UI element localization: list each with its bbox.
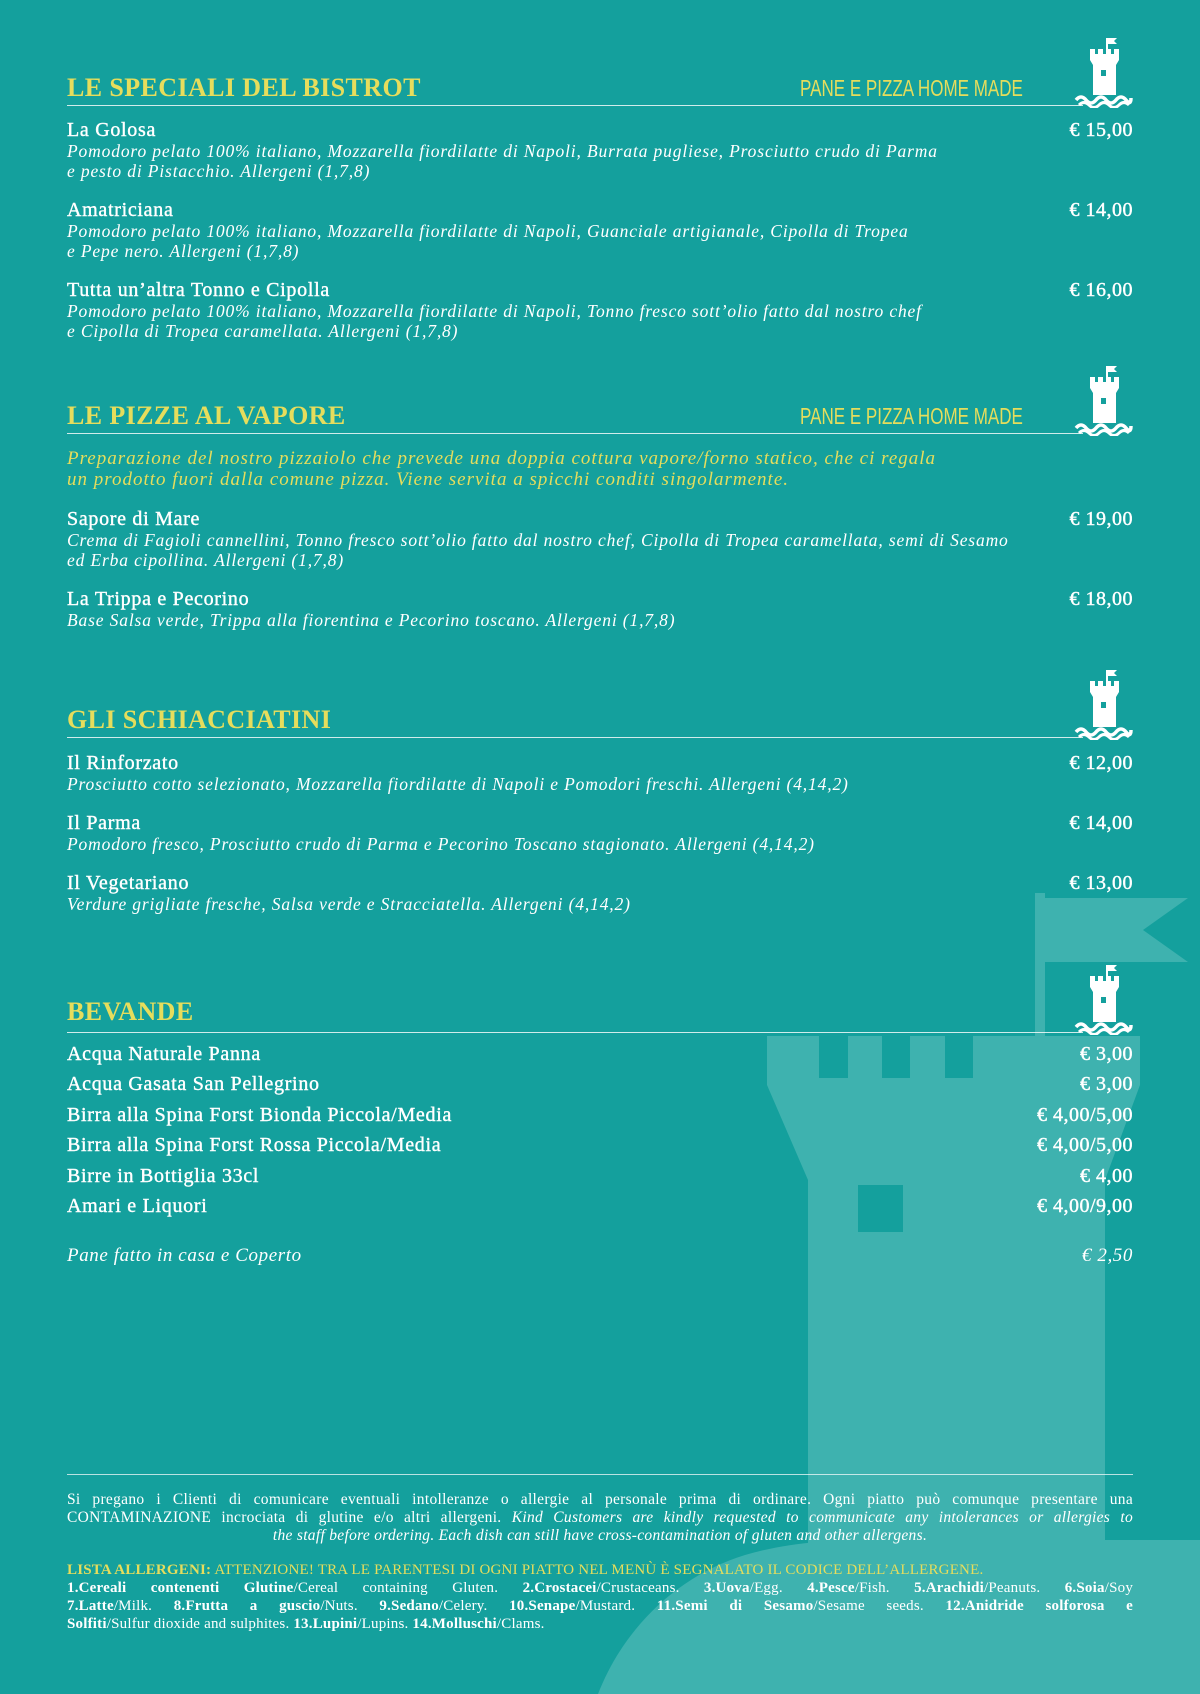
item-price: € 18,00	[1069, 588, 1133, 610]
allergen-translation: /Mustard.	[575, 1598, 657, 1614]
allergen-translation: /Milk.	[113, 1598, 174, 1614]
menu-item	[67, 119, 1133, 181]
drink-price: € 3,00	[1080, 1073, 1133, 1096]
menu-item	[67, 508, 1133, 570]
drink-item	[67, 1161, 1133, 1191]
drink-item	[67, 1069, 1133, 1099]
allergen-code: Solfiti	[67, 1616, 107, 1632]
item-name: Amatriciana	[67, 199, 174, 221]
footer-divider	[67, 1474, 1133, 1475]
notice-line: the staff before ordering. Each dish can still have cross-contamination of gluten and other allergens.	[272, 1527, 928, 1544]
section-divider	[67, 1032, 1083, 1033]
menu-item	[67, 812, 1133, 854]
item-name: Il Parma	[67, 812, 141, 834]
allergen-code: 8.Frutta a guscio	[173, 1598, 321, 1614]
allergen-line	[67, 1579, 1133, 1597]
item-name: Il Vegetariano	[67, 872, 190, 894]
item-description: e pesto di Pistacchio. Allergeni (1,7,8)	[67, 161, 371, 181]
allergen-code: 3.Uova	[703, 1580, 750, 1596]
allergen-translation: /Crustaceans.	[596, 1580, 704, 1596]
item-description: Pomodoro fresco, Prosciutto crudo di Parma e Pecorino Toscano stagionato. Allergeni (4,14,2)	[67, 834, 815, 854]
allergen-heading-label: LISTA ALLERGENI:	[67, 1562, 212, 1578]
drink-item	[67, 1130, 1133, 1160]
drink-list	[67, 1039, 1133, 1221]
item-price: € 14,00	[1069, 199, 1133, 221]
tower-icon	[1073, 670, 1133, 740]
notice-italian: CONTAMINAZIONE incrociata di glutine e/o altri allergeni.	[67, 1509, 502, 1526]
tower-icon	[1073, 38, 1133, 108]
allergen-heading-warning: ATTENZIONE! TRA LE PARENTESI DI OGNI PIATTO NEL MENÙ È SEGNALATO IL CODICE DELL’ALLERGENE.	[214, 1562, 984, 1578]
item-description: Pomodoro pelato 100% italiano, Mozzarella fiordilatte di Napoli, Tonno fresco sott’olio fatto dal nostro chef	[67, 301, 922, 321]
drink-price: € 3,00	[1080, 1043, 1133, 1065]
allergen-code: 7.Latte	[67, 1598, 114, 1614]
section-title-vapore: LE PIZZE AL VAPORE	[67, 401, 346, 430]
allergen-code: 4.Pesce	[807, 1580, 855, 1596]
item-description: e Pepe nero. Allergeni (1,7,8)	[67, 241, 300, 261]
drink-item	[67, 1191, 1133, 1221]
item-name: Sapore di Mare	[67, 508, 201, 530]
notice-line: Si pregano i Clienti di comunicare eventuali intolleranze o allergie al personale prima di ordinare. Ogni piatto può comunque presentare una	[67, 1491, 1133, 1508]
section-title-bevande: BEVANDE	[67, 997, 194, 1026]
item-name: La Trippa e Pecorino	[67, 588, 250, 610]
allergen-translation: /Celery.	[438, 1598, 510, 1614]
drink-name: Birre in Bottiglia 33cl	[67, 1164, 260, 1187]
allergen-translation: /Cereal containing Gluten.	[293, 1580, 523, 1596]
notice-english: Kind Customers are kindly requested to communicate any intolerances or allergies to	[511, 1509, 1133, 1526]
allergen-translation: /Lupins.	[357, 1616, 413, 1632]
item-price: € 15,00	[1069, 119, 1133, 141]
drink-name: Acqua Gasata San Pellegrino	[67, 1073, 320, 1096]
drink-price: € 4,00/5,00	[1036, 1103, 1133, 1126]
section-intro	[67, 448, 1133, 490]
tower-icon	[1073, 366, 1133, 436]
allergen-translation: /Sulfur dioxide and sulphites.	[106, 1616, 294, 1632]
section-tagline: PANE E PIZZA HOME MADE	[800, 75, 1023, 101]
allergen-code: 10.Senape	[509, 1598, 576, 1614]
allergy-notice	[67, 1491, 1133, 1545]
section-title-speciali: LE SPECIALI DEL BISTROT	[67, 73, 421, 102]
cover-charge-label: Pane fatto in casa e Coperto	[67, 1245, 302, 1266]
allergen-code: 2.Crostacei	[522, 1580, 597, 1596]
section-divider	[67, 105, 1083, 106]
item-price: € 14,00	[1069, 812, 1133, 834]
drink-name: Amari e Liquori	[67, 1194, 208, 1217]
item-description: Crema di Fagioli cannellini, Tonno fresco sott’olio fatto dal nostro chef, Cipolla di Tropea caramellata, semi di Sesamo	[67, 530, 1009, 550]
item-price: € 12,00	[1069, 752, 1133, 774]
section-divider	[67, 433, 1083, 434]
cover-charge-price: € 2,50	[1081, 1245, 1133, 1266]
allergen-code: 14.Molluschi	[412, 1616, 497, 1632]
item-name: La Golosa	[67, 119, 157, 141]
drink-name: Acqua Naturale Panna	[67, 1043, 261, 1065]
allergen-translation: /Egg.	[749, 1580, 808, 1596]
allergen-line	[67, 1615, 1133, 1633]
item-description: Base Salsa verde, Trippa alla fiorentina e Pecorino toscano. Allergeni (1,7,8)	[67, 610, 676, 630]
menu-item	[67, 752, 1133, 794]
cover-charge-row	[67, 1241, 1133, 1271]
allergen-code: 6.Soia	[1064, 1580, 1105, 1596]
item-name: Tutta un’altra Tonno e Cipolla	[67, 279, 330, 301]
drink-price: € 4,00/5,00	[1036, 1134, 1133, 1157]
allergen-line	[67, 1597, 1133, 1615]
item-description: Prosciutto cotto selezionato, Mozzarella fiordilatte di Napoli e Pomodori freschi. Allergeni (4,14,2)	[67, 774, 849, 794]
tower-icon	[1073, 965, 1133, 1035]
allergen-code: 1.Cereali contenenti Glutine	[67, 1580, 294, 1596]
item-description: Verdure grigliate fresche, Salsa verde e Stracciatella. Allergeni (4,14,2)	[67, 894, 631, 914]
menu-item	[67, 279, 1133, 341]
allergen-list	[67, 1561, 1133, 1633]
item-description: Pomodoro pelato 100% italiano, Mozzarella fiordilatte di Napoli, Guanciale artigianale, Cipolla di Tropea	[67, 221, 909, 241]
drink-item	[67, 1039, 1133, 1069]
menu-item	[67, 199, 1133, 261]
allergen-translation: /Fish.	[854, 1580, 915, 1596]
intro-line: un prodotto fuori dalla comune pizza. Viene servita a spicchi conditi singolarmente.	[67, 469, 790, 490]
allergen-code: 11.Semi di Sesamo	[656, 1598, 814, 1614]
item-description: Pomodoro pelato 100% italiano, Mozzarella fiordilatte di Napoli, Burrata pugliese, Prosciutto crudo di Parma	[67, 141, 938, 161]
item-price: € 13,00	[1069, 872, 1133, 894]
drink-price: € 4,00	[1080, 1164, 1133, 1187]
menu-item	[67, 872, 1133, 914]
drink-name: Birra alla Spina Forst Rossa Piccola/Media	[67, 1134, 442, 1157]
item-price: € 16,00	[1069, 279, 1133, 301]
allergen-translation: /Peanuts.	[984, 1580, 1065, 1596]
allergen-code: 12.Anidride solforosa e	[945, 1598, 1133, 1614]
item-price: € 19,00	[1069, 508, 1133, 530]
menu-item	[67, 588, 1133, 630]
section-divider	[67, 737, 1083, 738]
allergen-translation: /Clams.	[496, 1616, 545, 1632]
item-list	[67, 752, 1133, 932]
section-title-schiacciatini: GLI SCHIACCIATINI	[67, 705, 332, 734]
item-description: e Cipolla di Tropea caramellata. Allergeni (1,7,8)	[67, 321, 459, 341]
allergen-code: 13.Lupini	[293, 1616, 358, 1632]
intro-line: Preparazione del nostro pizzaiolo che prevede una doppia cottura vapore/forno statico, che ci regala	[67, 448, 937, 469]
item-list	[67, 508, 1133, 648]
drink-item	[67, 1100, 1133, 1130]
allergen-code: 9.Sedano	[379, 1598, 439, 1614]
allergen-heading	[67, 1561, 1133, 1579]
cover-charge	[67, 1241, 1133, 1271]
allergen-translation: /Soy	[1104, 1580, 1134, 1596]
drink-price: € 4,00/9,00	[1036, 1194, 1133, 1217]
allergen-translation: /Nuts.	[320, 1598, 380, 1614]
notice-line	[67, 1509, 1133, 1527]
item-description: ed Erba cipollina. Allergeni (1,7,8)	[67, 550, 345, 570]
allergen-code: 5.Arachidi	[914, 1580, 984, 1596]
drink-name: Birra alla Spina Forst Bionda Piccola/Media	[67, 1103, 453, 1126]
allergen-translation: /Sesame seeds.	[813, 1598, 946, 1614]
section-tagline: PANE E PIZZA HOME MADE	[800, 403, 1023, 429]
item-name: Il Rinforzato	[67, 752, 179, 774]
item-list	[67, 119, 1133, 359]
